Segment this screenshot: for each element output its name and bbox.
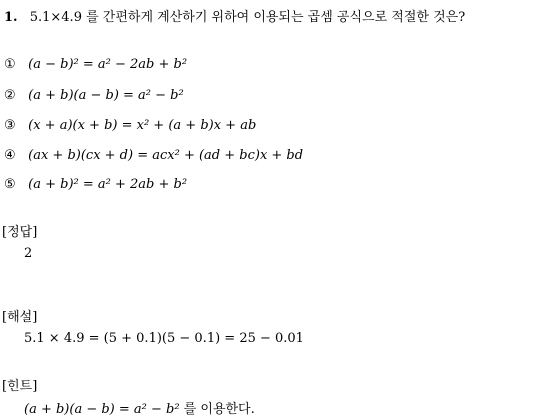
explanation-text: 5.1 × 4.9 = (5 + 0.1)(5 − 0.1) = 25 − 0.01	[24, 331, 304, 346]
choice-formula: (a + b)(a − b) = a² − b²	[28, 88, 184, 103]
choice-mark: ①	[4, 57, 16, 72]
choice-1[interactable]	[4, 57, 187, 72]
choice-2[interactable]	[4, 88, 184, 103]
choice-mark: ③	[4, 118, 16, 133]
choice-formula: (a + b)² = a² + 2ab + b²	[28, 177, 188, 192]
question-number: 1.	[4, 10, 18, 25]
question-text: 5.1×4.9 를 간편하게 계산하기 위하여 이용되는 곱셈 공식으로 적절한 것은?	[29, 10, 466, 25]
hint-suffix: 를 이용한다.	[179, 402, 255, 417]
hint-text	[24, 398, 255, 417]
explanation-label: [해설]	[2, 310, 38, 325]
choice-formula: (ax + b)(cx + d) = acx² + (ad + bc)x + bd	[28, 148, 304, 163]
hint-formula: (a + b)(a − b) = a² − b²	[24, 402, 180, 417]
choice-formula: (a − b)² = a² − 2ab + b²	[28, 57, 188, 72]
choice-mark: ②	[4, 88, 16, 103]
answer-value: 2	[24, 246, 33, 261]
choice-4[interactable]	[4, 148, 303, 163]
choice-mark: ④	[4, 148, 16, 163]
hint-label: [힌트]	[2, 379, 38, 394]
question	[4, 6, 465, 25]
answer-label: [정답]	[2, 225, 38, 240]
choice-3[interactable]	[4, 118, 256, 133]
choice-formula: (x + a)(x + b) = x² + (a + b)x + ab	[28, 118, 257, 133]
choice-mark: ⑤	[4, 177, 16, 192]
choice-5[interactable]	[4, 177, 187, 192]
